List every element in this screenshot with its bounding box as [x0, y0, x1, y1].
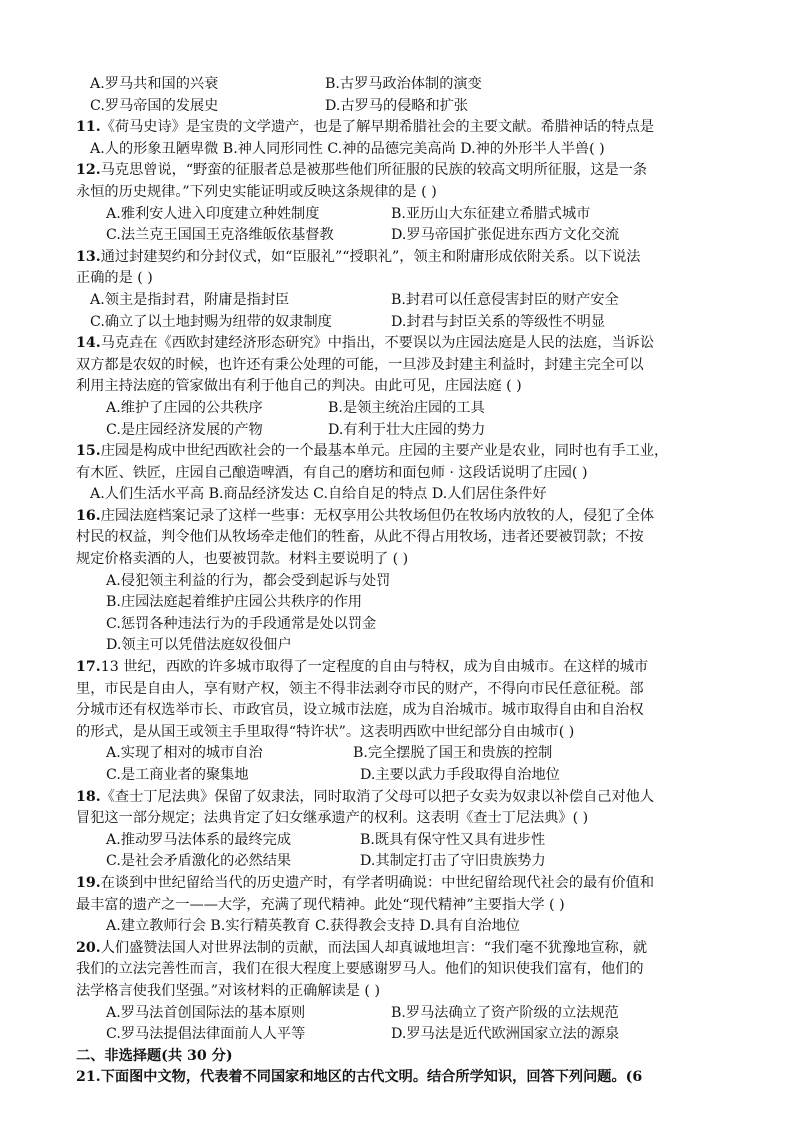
q10-option-c[interactable]: C.罗马帝国的发展史: [90, 97, 219, 114]
q12-text-line1: 马克思曾说，“野蛮的征服者总是被那些他们所征服的民族的较高文明所征服，这是一条: [100, 162, 648, 179]
q13-options-row2: [76, 312, 726, 334]
q14-number: 14.: [76, 335, 101, 352]
q15-options[interactable]: A.人们生活水平高 B.商品经济发达 C.自给自足的特点 D.人们居住条件好: [90, 486, 547, 503]
q20-option-b[interactable]: B.罗马法确立了资产阶级的立法规范: [391, 1004, 619, 1021]
q13-option-b[interactable]: B.封君可以任意侵害封臣的财产安全: [391, 291, 619, 308]
q18-stem: [76, 787, 726, 809]
q20-options-row2: [76, 1024, 726, 1046]
q16-option-c[interactable]: C.惩罚各种违法行为的手段通常是处以罚金: [106, 615, 377, 632]
q14-stem: [76, 333, 726, 355]
q14-option-d[interactable]: D.有利于壮大庄园的势力: [328, 421, 486, 438]
q14-option-c[interactable]: C.是庄园经济发展的产物: [106, 421, 263, 438]
q19-number: 19.: [76, 874, 101, 891]
q21-number: 21.: [76, 1069, 101, 1086]
q14-options-row1: [76, 398, 726, 420]
q12-option-a[interactable]: A.雅利安人进入印度建立种姓制度: [106, 205, 320, 222]
q19-text-line1: 在谈到中世纪留给当代的历史遗产时，有学者明确说：中世纪留给现代社会的最有价值和: [100, 874, 655, 891]
q20-stem: [76, 938, 726, 960]
q18-number: 18.: [76, 788, 101, 805]
q20-text-line2: 我们的立法完善性而言，我们在很大程度上要感谢罗马人。他们的知识使我们富有，他们的: [76, 961, 644, 978]
q19-stem: [76, 873, 726, 895]
q18-option-c[interactable]: C.是社会矛盾激化的必然结果: [106, 853, 292, 870]
exam-page: [76, 74, 726, 1089]
q11-stem: [76, 117, 726, 139]
q20-option-d[interactable]: D.罗马法是近代欧洲国家立法的源泉: [391, 1026, 620, 1043]
q18-option-a[interactable]: A.推动罗马法体系的最终完成: [106, 831, 292, 848]
q15-stem: [76, 441, 726, 463]
q13-text-line1: 通过封建契约和分封仪式，如“臣服礼”“授职礼”，领主和附庸形成依附关系。以下说法: [100, 248, 641, 265]
q16-number: 16.: [76, 507, 101, 524]
q17-options-row1: [76, 743, 726, 765]
q12-option-c[interactable]: C.法兰克王国国王克洛维皈依基督教: [106, 227, 334, 244]
q12-stem: [76, 160, 726, 182]
q10-options-row1: [76, 74, 726, 96]
q14-option-a[interactable]: A.维护了庄园的公共秩序: [106, 399, 263, 416]
q13-stem: [76, 247, 726, 269]
q10-option-b[interactable]: B.古罗马政治体制的演变: [325, 76, 482, 92]
q14-text-line3: 利用主持法庭的管家做出有利于他自己的判决。由此可见，庄园法庭 ( ): [76, 378, 522, 395]
q12-text-line2: 永恒的历史规律。”下列史实能证明或反映这条规律的是 ( ): [76, 183, 437, 200]
q14-options-row2: [76, 420, 726, 442]
q16-option-a[interactable]: A.侵犯领主利益的行为，都会受到起诉与处罚: [106, 572, 391, 589]
q16-text-line1: 庄园法庭档案记录了这样一些事：无权享用公共牧场但仍在牧场内放牧的人，侵犯了全体: [100, 507, 655, 524]
q16-text-line2: 村民的权益，判令他们从牧场牵走他们的牲畜，从此不得占用牧场，违者还要被罚款；不按: [76, 529, 644, 546]
q11-options[interactable]: A.人的形象丑陋卑微 B.神人同形同性 C.神的品德完美高尚 D.神的外形半人半兽( ): [90, 140, 605, 157]
q17-text-line1: 13 世纪，西欧的许多城市取得了一定程度的自由与特权，成为自由城市。在这样的城市: [100, 659, 649, 676]
q17-option-a[interactable]: A.实现了相对的城市自治: [106, 745, 263, 762]
q20-option-c[interactable]: C.罗马法提倡法律面前人人平等: [106, 1026, 306, 1043]
q16-text-line3: 规定价格卖酒的人，也要被罚款。材料主要说明了 ( ): [76, 551, 409, 568]
q15-number: 15.: [76, 443, 101, 460]
q17-text-line2: 里，市民是自由人，享有财产权，领主不得非法剥夺市民的财产，不得向市民任意征税。部: [76, 680, 644, 697]
q20-option-a[interactable]: A.罗马法首创国际法的基本原则: [106, 1004, 306, 1021]
q12-number: 12.: [76, 162, 101, 179]
q10-options-row2: [76, 96, 726, 118]
q10-option-a[interactable]: A.罗马共和国的兴衰: [90, 76, 219, 92]
q14-text-line1: 马克垚在《西欧封建经济形态研究》中指出，不要误以为庄园法庭是人民的法庭，当诉讼: [100, 335, 655, 352]
q19-options[interactable]: A.建立教师行会 B.实行精英教育 C.获得教会支持 D.具有自治地位: [106, 918, 520, 935]
q19-text-line2: 最丰富的遗产之一——大学，充满了现代精神。此处“现代精神”主要指大学 ( ): [76, 896, 565, 913]
q18-options-row2: [76, 851, 726, 873]
q20-options-row1: [76, 1003, 726, 1025]
section-title: 二、非选择题(共 30 分): [76, 1047, 233, 1064]
q17-option-c[interactable]: C.是工商业者的聚集地: [106, 767, 249, 783]
q18-option-d[interactable]: D.其制定打击了守旧贵族势力: [360, 853, 546, 870]
q16-option-b[interactable]: B.庄园法庭起着维护庄园公共秩序的作用: [106, 594, 363, 611]
q13-option-c[interactable]: C.确立了以土地封赐为纽带的奴隶制度: [90, 313, 332, 330]
q13-number: 13.: [76, 248, 101, 265]
q11-text-line1: 《荷马史诗》是宝贵的文学遗产，也是了解早期希腊社会的主要文献。希腊神话的特点是: [100, 119, 655, 136]
q15-text-line2: 有木匠、铁匠，庄园自己酿造啤酒，有自己的磨坊和面包师 · 这段话说明了庄园( ): [76, 464, 588, 481]
q17-text-line3: 分城市还有权选举市长、市政官员，设立城市法庭，成为自治城市。城市取得自由和自治权: [76, 702, 644, 719]
q12-option-b[interactable]: B.亚历山大东征建立希腊式城市: [391, 205, 591, 222]
q13-options-row1: [76, 290, 726, 312]
q14-text-line2: 双方都是农奴的时候，也许还有秉公处理的可能，一旦涉及封建主利益时，封建主完全可以: [76, 356, 644, 373]
q11-number: 11.: [76, 119, 101, 136]
q18-option-b[interactable]: B.既具有保守性又具有进步性: [360, 831, 546, 848]
q13-option-a[interactable]: A.领主是指封君，附庸是指封臣: [90, 291, 290, 308]
q10-option-d[interactable]: D.古罗马的侵略和扩张: [325, 97, 469, 114]
q17-stem: [76, 657, 726, 679]
q13-text-line2: 正确的是 ( ): [76, 270, 153, 287]
q17-option-d[interactable]: D.主要以武力手段取得自治地位: [360, 767, 560, 783]
q18-options-row1: [76, 830, 726, 852]
q18-text-line1: 《查士丁尼法典》保留了奴隶法，同时取消了父母可以把子女卖为奴隶以补偿自己对他人: [100, 788, 655, 805]
q20-number: 20.: [76, 939, 101, 956]
q16-stem: [76, 506, 726, 528]
q17-number: 17.: [76, 659, 101, 676]
q17-option-b[interactable]: B.完全摆脱了国王和贵族的控制: [353, 745, 553, 762]
q14-option-b[interactable]: B.是领主统治庄园的工具: [328, 399, 485, 416]
q16-option-d[interactable]: D.领主可以凭借法庭奴役佃户: [106, 637, 292, 654]
q12-options-row1: [76, 204, 726, 226]
q12-options-row2: [76, 225, 726, 247]
q20-text-line1: 人们盛赞法国人对世界法制的贡献，而法国人却真诚地坦言：“我们毫不犹豫地宣称，就: [100, 939, 648, 956]
q21-stem: [76, 1067, 726, 1089]
q12-option-d[interactable]: D.罗马帝国扩张促进东西方文化交流: [391, 227, 620, 244]
q20-text-line3: 法学格言使我们坚强。”对该材料的正确解读是 ( ): [76, 982, 380, 999]
q15-text-line1: 庄园是构成中世纪西欧社会的一个最基本单元。庄园的主要产业是农业，同时也有手工业，: [100, 443, 669, 460]
q17-text-line4: 的形式，是从国王或领主手里取得“特许状”。这表明西欧中世纪部分自由城市( ): [76, 723, 575, 740]
q13-option-d[interactable]: D.封君与封臣关系的等级性不明显: [391, 313, 606, 330]
q18-text-line2: 冒犯这一部分规定；法典肯定了妇女继承遗产的权利。这表明《查士丁尼法典》( ): [76, 810, 589, 827]
q21-text-line1: 下面图中文物，代表着不同国家和地区的古代文明。结合所学知识，回答下列问题。(6: [100, 1069, 643, 1086]
q17-options-row2: [76, 765, 726, 787]
